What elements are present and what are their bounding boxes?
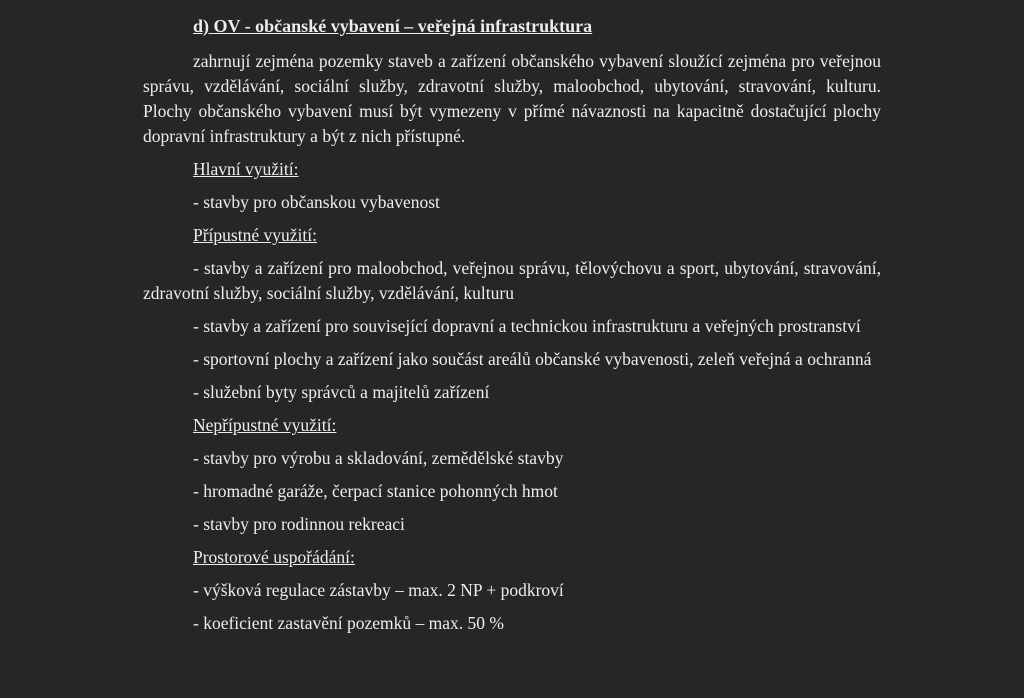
section-heading-pripustne-vyuziti: Přípustné využití:: [193, 225, 317, 245]
list-item: - stavby pro výrobu a skladování, zemědělské stavby: [193, 448, 564, 468]
list-item: - stavby a zařízení pro související dopravní a technickou infrastrukturu a veřejných prostranství: [193, 316, 861, 336]
section-heading-prostorove-usporadani: Prostorové uspořádání:: [193, 547, 355, 567]
list-item: - stavby pro občanskou vybavenost: [193, 192, 440, 212]
document-title: [143, 14, 881, 39]
list-item: - koeficient zastavění pozemků – max. 50 %: [193, 613, 505, 633]
list-item: - stavby pro rodinnou rekreaci: [193, 514, 405, 534]
list-item: - výšková regulace zástavby – max. 2 NP + podkroví: [193, 580, 564, 600]
document-title-text: d) OV - občanské vybavení – veřejná infrastruktura: [193, 16, 593, 36]
intro-paragraph: zahrnují zejména pozemky staveb a zařízení občanského vybavení sloužící zejména pro veřejnou správu, vzdělávání, sociální služby, zdravotní služby, maloobchod, ubytování, stravování, kulturu. Plochy občanského vybavení musí být vymezeny v přímé návaznosti na kapacitně dostačující plochy dopravní infrastruktury a být z nich přístupné.: [143, 51, 881, 146]
section-heading-hlavni-vyuziti: Hlavní využití:: [193, 159, 299, 179]
list-item: - sportovní plochy a zařízení jako součást areálů občanské vybavenosti, zeleň veřejná a ochranná: [193, 349, 872, 369]
list-item: - hromadné garáže, čerpací stanice pohonných hmot: [193, 481, 558, 501]
section-heading-nepripustne-vyuziti: Nepřípustné využití:: [193, 415, 337, 435]
list-item: - služební byty správců a majitelů zařízení: [193, 382, 490, 402]
list-item: - stavby a zařízení pro maloobchod, veřejnou správu, tělovýchovu a sport, ubytování, stravování, zdravotní služby, sociální služby, vzdělávání, kulturu: [143, 258, 881, 303]
